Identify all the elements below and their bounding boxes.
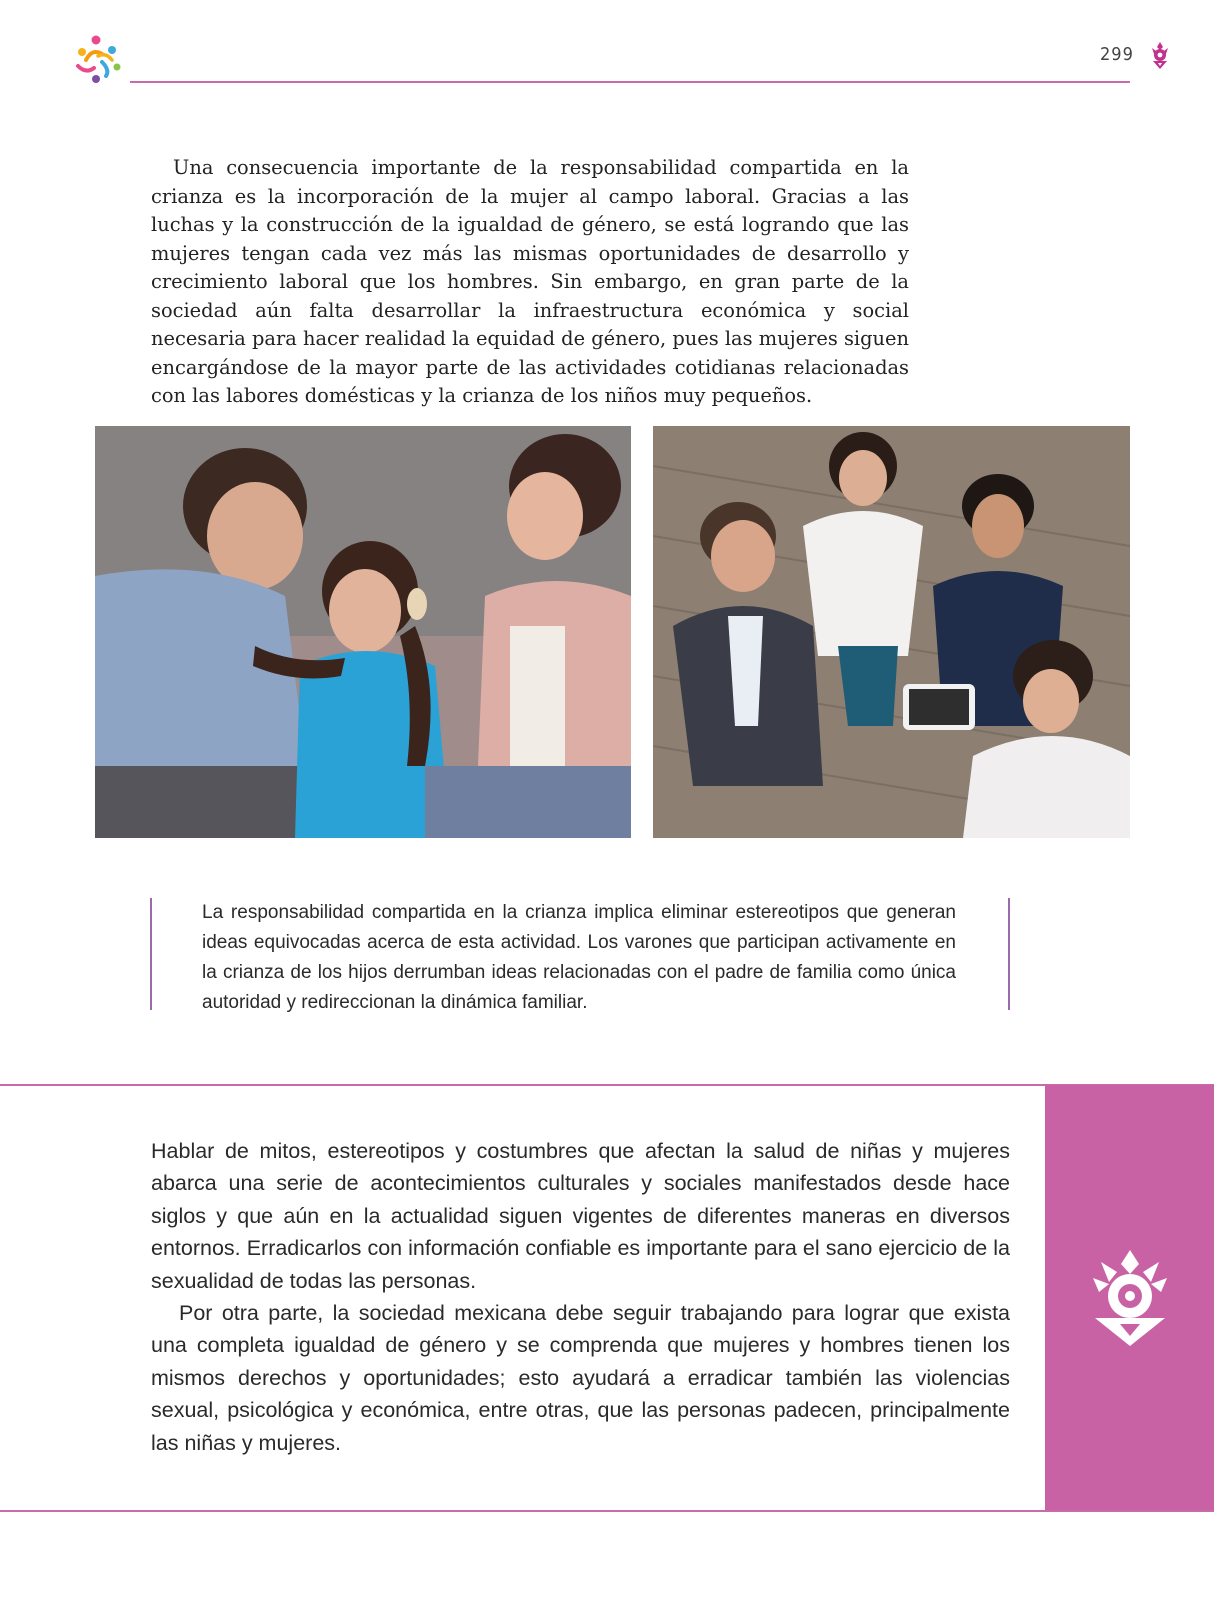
body-text <box>151 1135 1010 1459</box>
section-rule-top <box>0 1084 1214 1086</box>
header-rule <box>130 81 1130 83</box>
page-number: 299 <box>1100 44 1134 65</box>
pink-ornament-icon <box>1148 40 1172 70</box>
body-paragraph-2: Por otra parte, la sociedad mexicana debe seguir trabajando para lograr que exista una completa igualdad de género y se comprenda que mujeres y hombres tienen los mismos derechos y oportunidades; esto ayudará a erradicar también las violencias sexual, psicológica y económica, entre otras, que las personas padecen, principalmente las niñas y mujeres. <box>151 1301 1010 1455</box>
body-paragraph-1: Hablar de mitos, estereotipos y costumbres que afectan la salud de niñas y mujeres abarca una serie de acontecimientos culturales y sociales manifestados desde hace siglos y que aún en la actualidad siguen vigentes de diferentes maneras en diversos entornos. Erradicarlos con información confiable es importante para el sano ejercicio de la sexualidad de todas las personas. <box>151 1139 1010 1293</box>
intro-paragraph: Una consecuencia importante de la responsabilidad compartida en la crianza es la incorporación de la mujer al campo laboral. Gracias a las luchas y la construcción de la igualdad de género, se está logrando que las mujeres tengan cada vez más las mismas oportunidades de desarrollo y crecimiento laboral que los hombres. Sin embargo, en gran parte de la sociedad aún falta desarrollar la infraestructura económica y social necesaria para hacer realidad la equidad de género, pues las mujeres siguen encargándose de la mayor parte de las actividades cotidianas relacionadas con las labores domésticas y la crianza de los niños muy pequeños. <box>151 156 909 407</box>
family-photo <box>95 426 631 838</box>
white-ornament-icon <box>1087 1248 1173 1348</box>
logo-icon <box>72 34 124 84</box>
photo-caption: La responsabilidad compartida en la crianza implica eliminar estereotipos que generan ideas equivocadas acerca de esta actividad. Los varones que participan activamente en la crianza de los hijos derrumban ideas relacionadas con el padre de familia como única autoridad y redireccionan la dinámica familiar. <box>202 902 956 1013</box>
section-rule-bottom <box>0 1510 1214 1512</box>
caption-box <box>150 898 1010 1013</box>
side-color-block <box>1045 1085 1214 1511</box>
intro-text <box>151 154 909 411</box>
group-photo <box>653 426 1130 838</box>
